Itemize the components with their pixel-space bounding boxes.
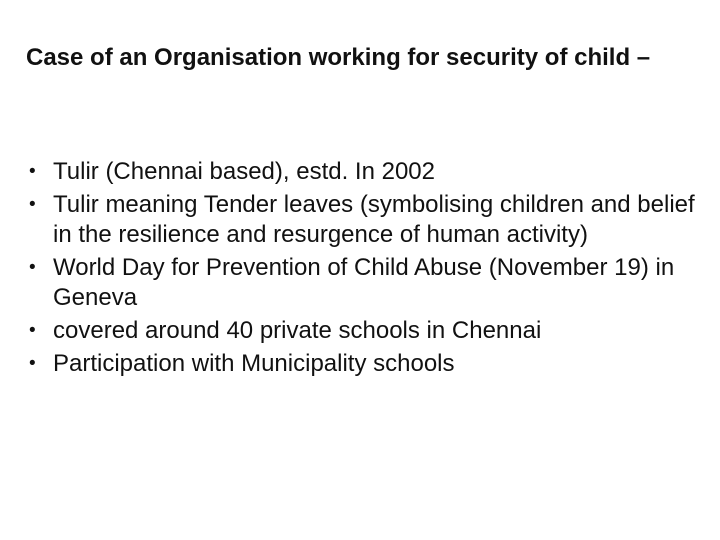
bullet-text: World Day for Prevention of Child Abuse (November 19) in Geneva <box>53 254 675 311</box>
bullet-dot-icon: • <box>29 161 36 182</box>
bullet-item <box>26 349 706 379</box>
bullet-item <box>26 316 706 346</box>
bullet-text: Participation with Municipality schools <box>53 350 455 377</box>
bullet-item <box>26 190 706 250</box>
bullet-text: covered around 40 private schools in Chennai <box>53 317 542 344</box>
bullet-dot-icon: • <box>29 194 36 215</box>
bullet-list <box>26 157 706 382</box>
bullet-item <box>26 253 706 313</box>
bullet-dot-icon: • <box>29 320 36 341</box>
slide-title: Case of an Organisation working for security of child – <box>26 44 651 71</box>
bullet-text: Tulir (Chennai based), estd. In 2002 <box>53 158 435 185</box>
bullet-item <box>26 157 706 187</box>
bullet-text: Tulir meaning Tender leaves (symbolising children and belief in the resilience and resurgence of human activity) <box>53 191 695 248</box>
bullet-dot-icon: • <box>29 257 36 278</box>
bullet-dot-icon: • <box>29 353 36 374</box>
